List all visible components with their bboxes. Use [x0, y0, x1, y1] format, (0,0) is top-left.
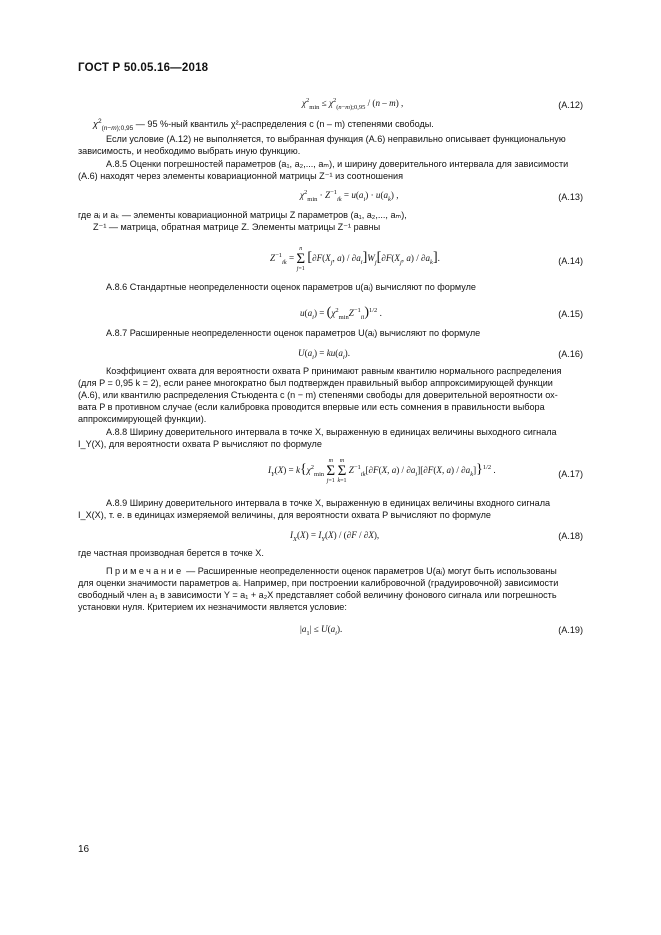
paragraph-line: (А.6), или квантилю распределения Стьюдента с (n − m) степенями свободы для доверительной вероятности ох- [78, 390, 558, 400]
equation-a18: $I_X(X) = I_Y(X) / (\partial F / \partial X)$, [290, 530, 380, 543]
page-number: 16 [78, 844, 90, 855]
equation-number: (А.18) [558, 531, 583, 541]
equation-number: (А.19) [558, 625, 583, 635]
equation-number: (А.14) [558, 256, 583, 266]
paragraph-line: вата P в противном случае (если калибровка проводится впервые или есть сомнения в правильности выбора [78, 402, 545, 412]
equation-a14: $Z^{-1}_{ik}$ = n Σ j=1 [$\partial F(X_j$, $a) / \partial a_i]W_j[\partial F(X_j$, $a) / \partial a_k$]. [270, 246, 440, 272]
equation-a17: $I_Y(X) = k\{\chi^2_{min}$ m Σ j=1 m Σ k=1 $Z^{-1}_{ik}[\partial F(X$, $a) / \partial a_i][\partial F(X$, $a) / \partial a_k]\}^{1/2}$ . [268, 458, 496, 484]
equation-a12: $\chi^2_{min} \le \chi^2_{(n-m);0,95} / (n - m)$ , [302, 96, 404, 111]
paragraph-line: установки нуля. Критерием их незначимости является условие: [78, 602, 347, 612]
paragraph-line: где частная производная берется в точке X. [78, 548, 264, 558]
document-header: ГОСТ Р 50.05.16—2018 [78, 62, 209, 74]
equation-number: (А.16) [558, 349, 583, 359]
equation-number: (А.17) [558, 469, 583, 479]
paragraph-line: Если условие (А.12) не выполняется, то выбранная функция (А.6) неправильно описывает функциональную [106, 134, 566, 144]
note-text: — Расширенные неопределенности оценок параметров U(aᵢ) могут быть использованы [186, 566, 557, 576]
equation-a13: $\chi^2_{min} \cdot Z^{-1}_{ik} = u(a_i) \cdot u(a_k)$ , [300, 188, 399, 203]
equation-a15: $u(a_i) = (\chi^2_{min}Z^{-1}_{ii})^{1/2}$ . [300, 305, 382, 321]
paragraph-line: аппроксимирующей функции). [78, 414, 207, 424]
paragraph-line: I_Y(X), для вероятности охвата P вычисляют по формуле [78, 439, 322, 449]
paragraph-line: (для P = 0,95 k = 2), если ранее многократно был подтвержден правильный выбор аппроксимирующей функции [78, 378, 553, 388]
equation-number: (А.15) [558, 309, 583, 319]
paragraph-line: Z⁻¹ — матрица, обратная матрице Z. Элементы матрицы Z⁻¹ равны [93, 222, 381, 232]
paragraph-line: для оценки значимости параметров aᵢ. Например, при построении калибровочной (градуировочной) зависимости [78, 578, 559, 588]
paragraph-line: где aᵢ и aₖ — элементы ковариационной матрицы Z параметров (a₁, a₂,..., aₘ), [78, 210, 407, 220]
equation-a19: $|a_1| \le U(a_i)$. [300, 624, 343, 637]
equation-a16: $U(a_i) = ku(a_i)$. [298, 348, 350, 361]
paragraph-a87: А.8.7 Расширенные неопределенности оценок параметров U(aᵢ) вычисляют по формуле [106, 328, 481, 338]
chi-definition: $\chi^2_{(n-m);0,95}$ — 95 %-ный квантиль χ²-распределения с (n – m) степенями свободы. [93, 117, 434, 132]
note [106, 566, 557, 577]
chi-definition-text: — 95 %-ный квантиль χ²-распределения с (n – m) степенями свободы. [135, 119, 434, 129]
paragraph-line: I_X(X), т. е. в единицах измеряемой величины, для вероятности охвата P вычисляют по формуле [78, 510, 491, 520]
paragraph-a88: А.8.8 Ширину доверительного интервала в точке X, выраженную в единицах величины выходного сигнала [106, 427, 557, 437]
paragraph-line: свободный член a₁ в зависимости Y = a₁ + a₂X представляет собой величину фонового сигнала или погрешность [78, 590, 557, 600]
equation-number: (А.12) [558, 100, 583, 110]
paragraph-line: (А.6) находят через элементы ковариационной матрицы Z⁻¹ из соотношения [78, 171, 404, 181]
paragraph-a89: А.8.9 Ширину доверительного интервала в точке X, выраженную в единицах величины входного сигнала [106, 498, 551, 508]
paragraph-coef: Коэффициент охвата для вероятности охвата P принимают равным квантилю нормального распределения [106, 366, 562, 376]
equation-number: (А.13) [558, 192, 583, 202]
paragraph-a85: А.8.5 Оценки погрешностей параметров (a₁, a₂,..., aₘ), и ширину доверительного интервала для зависимости [106, 159, 569, 169]
paragraph-a86: А.8.6 Стандартные неопределенности оценок параметров u(aᵢ) вычисляют по формуле [106, 282, 476, 292]
note-label: Примечание [106, 566, 184, 576]
paragraph-line: зависимость, и необходимо выбрать иную функцию. [78, 146, 301, 156]
